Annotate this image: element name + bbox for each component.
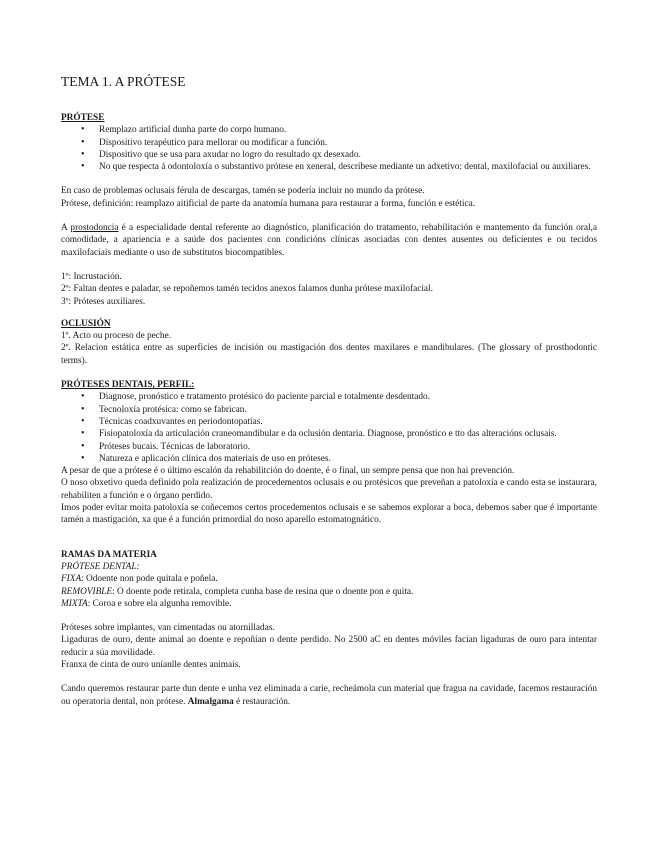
prostodoncia-paragraph (61, 222, 597, 259)
amalgama-term: Almalgama (187, 696, 234, 707)
mixta-label: MIXTA (61, 598, 88, 609)
paragraph: A pesar de que a prótese é o último escalón da rehabilitción do doente, é o final, un sempre pensa que non hai prevención. (61, 466, 515, 477)
text-run: : Coroa e sobre ela algunha removible. (87, 598, 232, 609)
heading-protese: PRÓTESE (61, 113, 105, 123)
paragraph: 2º. Relacion estática entre as superficies de incisión ou mastigación dos dentes maxilares e mandibulares. (The glossary of prosthodontic terms). (61, 343, 597, 366)
mixta-line (61, 598, 597, 610)
paragraph: O noso obxetivo queda definido pola realización de procedementos oclusais e ou protésicos que preveñan a patoloxía e cando esta se instaurara, rehabiliten a función e o órgano perdido. (61, 478, 597, 501)
perfil-bullet-list (61, 391, 597, 465)
text-run: A (61, 223, 71, 234)
list-item: • Dispositivo terapéutico para mellorar ou modificar a función. (99, 137, 597, 149)
list-item: • Tecnoloxía protésica: como se fabrican. (99, 404, 597, 416)
prostodoncia-term: prostodoncia (70, 223, 119, 234)
list-item: • Remplazo artificial dunha parte do corpo humano. (99, 124, 597, 136)
text-run: : O doente pode retirala, completa cunha base de resina que o doente pon e quita. (112, 586, 414, 597)
heading-perfil: PRÓTESES DENTAIS, PERFIL: (61, 380, 195, 391)
list-item: • Natureza e aplicación clínica dos materiais de uso en próteses. (99, 453, 597, 465)
list-item: • Dispositivo que se usa para axudar no logro do resultado qx desexado. (99, 149, 597, 161)
page-title: TEMA 1. A PRÓTESE (61, 74, 186, 89)
removible-line (61, 586, 597, 598)
list-item: • Próteses bucais. Técnicas de laboratorio. (99, 441, 597, 453)
text-run: Cando queremos restaurar parte dun dente e unha vez eliminada a carie, recheámola cun material que fragua na cavidade, facemos restauración ou operatoria dental, non prótese. (61, 684, 597, 707)
paragraph: Imos poder evitar moita patoloxía se coñecemos certos procedementos oclusais e se sabemos explorar a boca, debemos saber que é importante tamén a mastigación, xa que é a función primordial do noso aparello estomatognático. (61, 503, 597, 526)
numbered-line: 2º: Faltan dentes e paladar, se repoñemos tamén tecidos anexos falamos dunha prótese maxilofacial. (61, 284, 433, 295)
fixa-line (61, 573, 597, 585)
heading-ramas: RAMAS DA MATERIA (61, 549, 157, 560)
numbered-line: 1º: Incrustación. (61, 271, 122, 282)
paragraph: Ligaduras de ouro, dente animal ao doente e repoñían o dente perdido. No 2500 aC en dentes móviles facían ligaduras de ouro para intentar reducir a súa movilidade. (61, 635, 597, 658)
document-body (61, 74, 597, 708)
text-run: é restauración. (233, 696, 291, 707)
paragraph: Franxa de cinta de ouro uníanlle dentes animais. (61, 659, 241, 670)
removible-label: REMOVIBLE (61, 586, 113, 597)
text-run: é a especialidade dental referente ao diagnóstico, planificación do tratamento, rehabilitación e mantemento da función oral,a comodidade, a apariencia e a saúde dos pacientes con condicións clínicas asociadas con dentes ausentes ou deficientes e ou tecidos maxilofaciais mediante o uso de substitutos biocompatibles. (61, 223, 597, 258)
paragraph: 1º. Acto ou proceso de peche. (61, 331, 172, 342)
list-item: • No que respecta á odontoloxía o substantivo prótese en xeneral, descríbese mediante un adxetivo: dental, maxilofacial ou auxiliares. (99, 161, 597, 173)
numbered-line: 3º: Próteses auxiliares. (61, 296, 146, 307)
text-run: : Odoente non pode quitala e poñela. (81, 574, 218, 585)
list-item: • Fisiopatoloxía da articulación craneomandibular e da oclusión dentaria. Diagnose, pronóstico e tto das alteracións oclusais. (99, 428, 597, 440)
heading-oclusion: OCLUSIÓN (61, 318, 111, 329)
paragraph: Próteses sobre implantes, van cimentadas ou atornilladas. (61, 623, 275, 634)
list-item: • Técnicas coadxuvantes en periodontopatías. (99, 416, 597, 428)
fixa-label: FIXA (61, 574, 82, 585)
list-item: • Diagnose, pronóstico e tratamento protésico do paciente parcial e totalmente desdentado. (99, 391, 597, 403)
paragraph: Prótese, definición: reamplazo aitificial de parte da anatomía humana para restaurar a forma, función e estética. (61, 198, 476, 209)
paragraph: En caso de problemas oclusais férula de descargas, tamén se podería incluir no mundo da prótese. (61, 186, 425, 197)
subheading-protese-dental: PRÓTESE DENTAL: (61, 561, 140, 572)
restauracion-paragraph (61, 683, 597, 708)
protese-bullet-list (61, 124, 597, 173)
